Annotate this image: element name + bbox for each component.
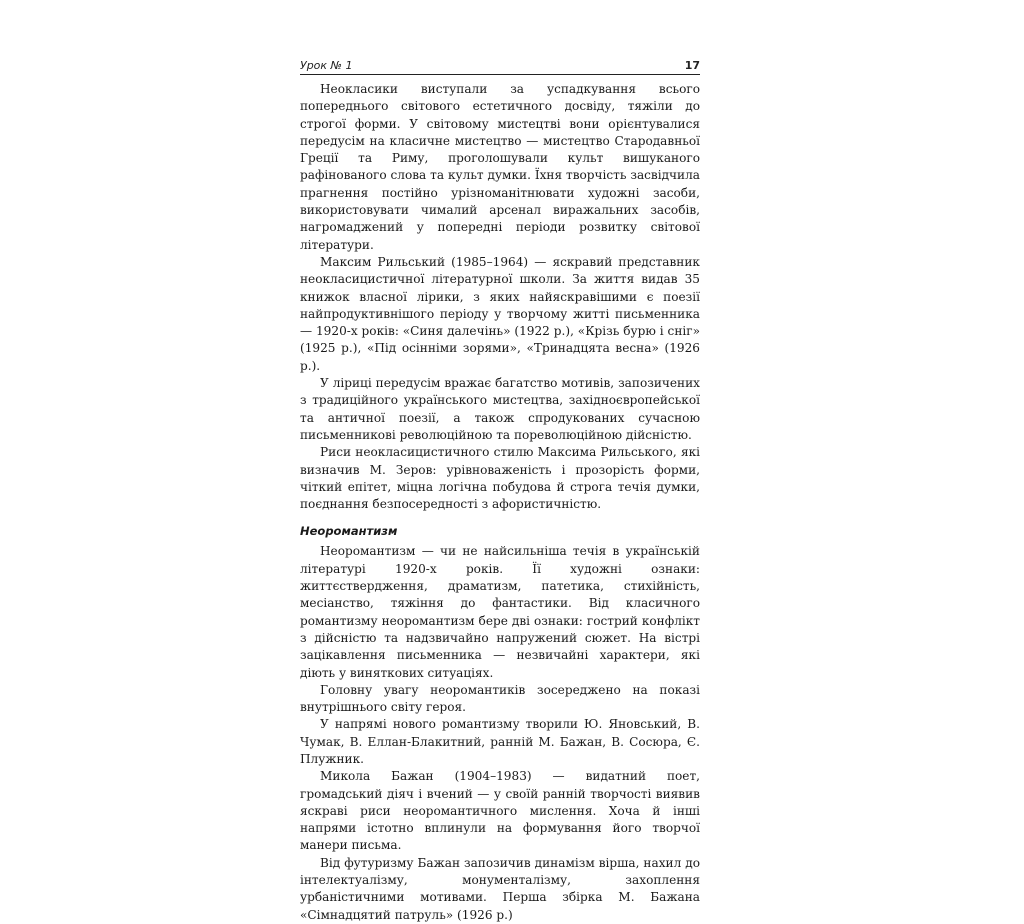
paragraph: Риси неокласицистичного стилю Максима Рильського, які визначив М. Зеров: урівноваженість і прозорість форми, чіткий епітет, міцна логічна побудова й строга течія думки, поєднання безпосередності з афористичністю. xyxy=(300,445,700,512)
paragraph: У напрямі нового романтизму творили Ю. Яновський, В. Чумак, В. Еллан-Блакитний, ранній М. Бажан, В. Сосюра, Є. Плужник. xyxy=(300,717,700,766)
paragraph: У ліриці передусім вражає багатство мотивів, запозичених з традиційного українського мистецтва, західноєвропейської та античної поезії, а також спродукованих сучасною письменникові революційною та пореволюційною дійсністю. xyxy=(300,376,700,442)
chapter-title: Урок № 1 xyxy=(300,59,353,72)
section-heading: Неоромантизм xyxy=(300,524,398,539)
paragraph: Головну увагу неоромантиків зосереджено на показі внутрішнього світу героя. xyxy=(300,682,700,715)
paragraph: Микола Бажан (1904–1983) — видатний поет, громадський діяч і вчений — у своїй ранній творчості виявив яскраві риси неоромантичного мислення. Хоча й інші напрями істотно вплинули на формування його творчої манери письма. xyxy=(300,769,700,853)
paragraph: Неокласики виступали за успадкування всього попереднього світового естетичного досвіду, тяжіли до строгої форми. У світовому мистецтві вони орієнтувалися передусім на класичне мистецтво — мистецтво Стародавньої Греції та Риму, проголошували культ вишуканого рафінованого слова та культ думки. Їхня творчість засвідчила прагнення постійно урізноманітнювати художні засоби, використовувати чималий арсенал виражальних засобів, нагромаджений у попередні періоди розвитку світової літератури. xyxy=(300,82,700,252)
paragraph: Від футуризму Бажан запозичив динамізм вірша, нахил до інтелектуалізму, монументалізму, захоплення урбаністичними мотивами. Перша збірка М. Бажана «Сімнадцятий патруль» (1926 р.) xyxy=(300,855,700,922)
paragraph: Неоромантизм — чи не найсильніша течія в українській літературі 1920-х років. Її художні ознаки: життєствердження, драматизм, патетика, стихійність, месіанство, тяжіння до фантастики. Від класичного романтизму неоромантизм бере дві ознаки: гострий конфлікт з дійсністю та надзвичайно напружений сюжет. На вістрі зацікавлення письменника — незвичайні характери, які діють у виняткових ситуаціях. xyxy=(300,544,700,680)
page-number: 17 xyxy=(684,59,700,72)
paragraph: Максим Рильський (1985–1964) — яскравий представник неокласицистичної літературної школи. За життя видав 35 книжок власної лірики, з яких найяскравішими є поезії найпродуктивнішого періоду у творчому житті письменника — 1920-х років: «Синя далечінь» (1922 р.), «Крізь бурю і сніг» (1925 р.), «Під осінніми зорями», «Тринадцята весна» (1926 р.). xyxy=(300,254,700,373)
body-text xyxy=(300,81,700,924)
book-page xyxy=(300,56,700,924)
page-header xyxy=(300,56,700,75)
